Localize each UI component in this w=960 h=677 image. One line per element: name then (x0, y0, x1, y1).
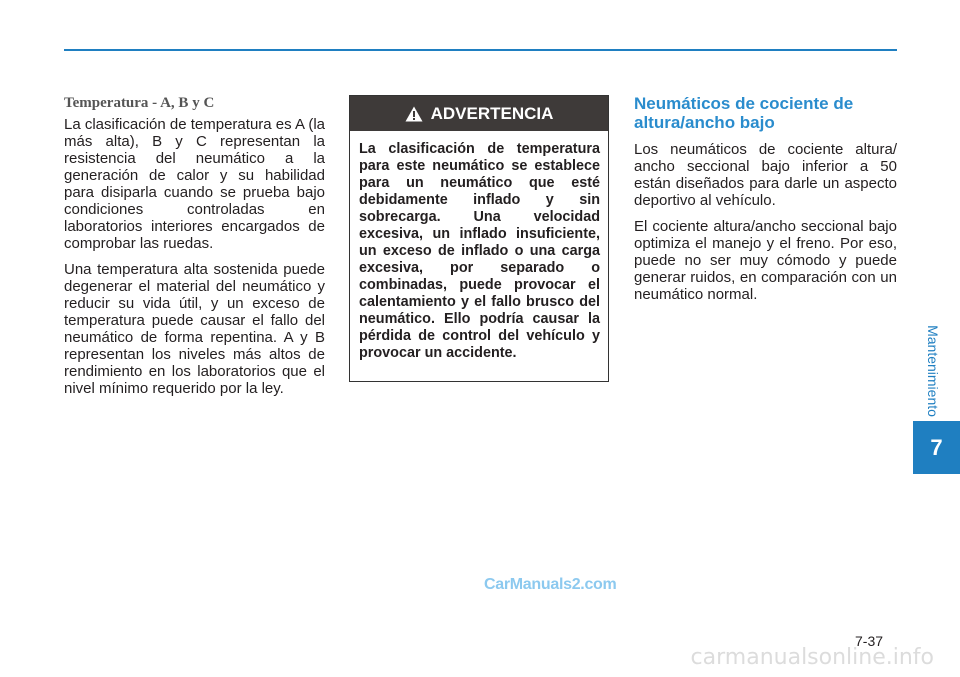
warning-box (349, 95, 609, 382)
paragraph-temperature-1: La clasificación de temperatura es A (la más alta), B y C representan la resistencia del neumático a la generación de calor y su habilidad para disiparla cuando se prueba bajo condiciones controladas en laboratorios interiores encargados de comprobar las ruedas. (64, 116, 325, 252)
watermark-logo: CarManuals2.com (484, 576, 617, 593)
paragraph-aspect-2: El cociente altura/ancho seccional bajo optimiza el manejo y el freno. Por eso, puede no ser muy cómodo y puede generar ruidos, en comparación con un neumático normal. (634, 218, 897, 303)
paragraph-temperature-2: Una temperatura alta sostenida puede degenerar el material del neumático y reducir su vida útil, y un exceso de temperatura puede causar el fallo del neumático de forma repentina. A y B representan los niveles más altos de rendimiento en los laboratorios que el nivel mínimo requerido por la ley. (64, 261, 325, 397)
warning-title: ADVERTENCIA (430, 103, 554, 123)
chapter-tab: 7 (913, 421, 960, 474)
footer-watermark: carmanualsonline.info (690, 645, 934, 670)
section-heading-low-aspect-ratio: Neumáticos de cociente de altura/ancho bajo (634, 94, 854, 132)
warning-body: La clasificación de temperatura para este neumático se establece para un neumático que esté debidamente inflado y sin sobrecarga. Una velocidad excesiva, un inflado insuficiente, un exceso de inflado o una carga excesiva, por separado o combinadas, puede provocar el calentamiento y el fallo brusco del neumático. Ello podría causar la pérdida de control del vehículo y provocar un accidente. (359, 141, 600, 361)
side-section-label (923, 321, 943, 421)
column-low-aspect-ratio (634, 94, 897, 312)
warning-triangle-icon (405, 106, 423, 122)
section-heading-temperature: Temperatura - A, B y C (64, 95, 215, 111)
paragraph-aspect-1: Los neumáticos de cociente altura/ ancho seccional bajo inferior a 50 están diseñados para darle un aspecto deportivo al vehículo. (634, 141, 897, 209)
warning-header (350, 96, 608, 131)
column-temperature (64, 94, 325, 406)
side-section-text: Mantenimiento (925, 325, 942, 417)
page-number: 7-37 (855, 633, 884, 649)
top-rule (64, 49, 897, 51)
